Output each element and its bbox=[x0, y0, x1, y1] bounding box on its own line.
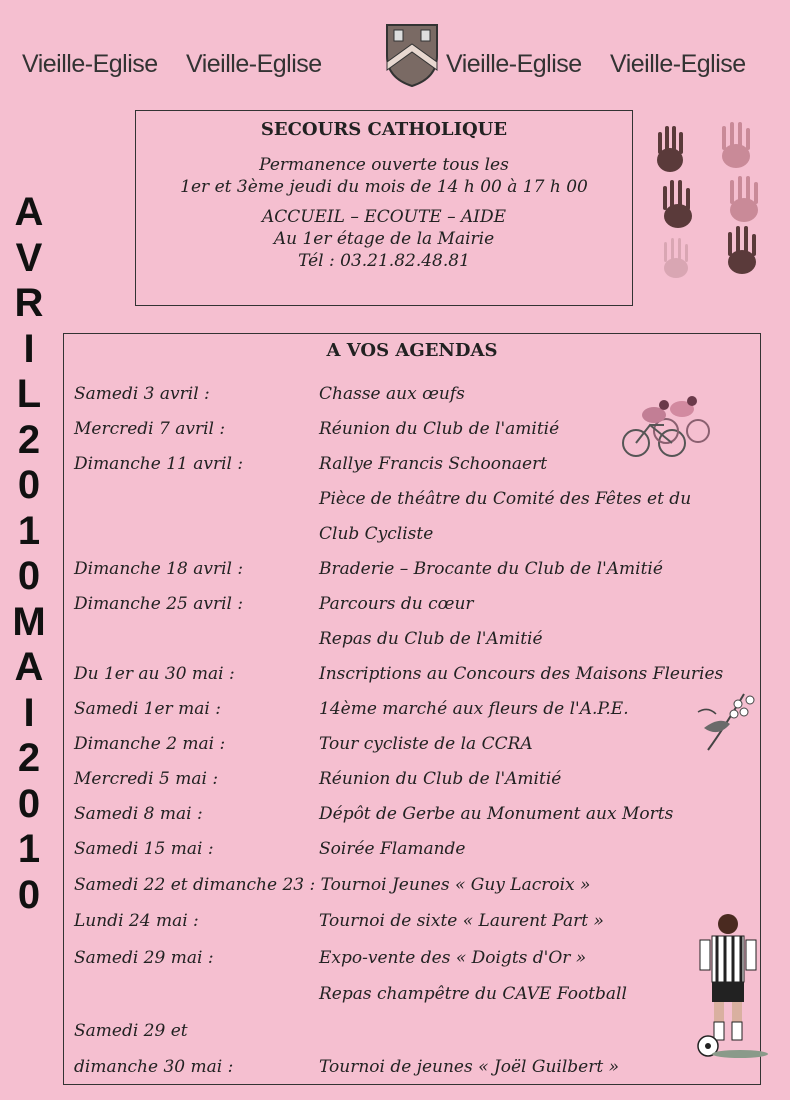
agenda-event: Club Cycliste bbox=[319, 524, 434, 544]
agenda-event: Dépôt de Gerbe au Monument aux Morts bbox=[319, 804, 674, 824]
agenda-event: Pièce de théâtre du Comité des Fêtes et du bbox=[319, 489, 692, 509]
agenda-event: 14ème marché aux fleurs de l'A.P.E. bbox=[319, 699, 629, 719]
agenda-event: Repas champêtre du CAVE Football bbox=[319, 984, 627, 1004]
secours-catholique-box bbox=[135, 110, 633, 306]
vertical-letter: 1 bbox=[17, 827, 41, 871]
agenda-event: Inscriptions au Concours des Maisons Fleuries bbox=[319, 664, 724, 684]
agenda-date: Mercredi 7 avril : bbox=[74, 419, 226, 439]
vertical-letter: I bbox=[23, 326, 35, 371]
secours-line: Tél : 03.21.82.48.81 bbox=[298, 251, 470, 271]
agenda-event: Expo-vente des « Doigts d'Or » bbox=[319, 948, 587, 968]
football-player-icon bbox=[680, 910, 776, 1060]
town-crest-icon bbox=[384, 22, 440, 88]
agenda-date: Dimanche 11 avril : bbox=[74, 454, 244, 474]
agenda-date: Samedi 8 mai : bbox=[74, 804, 203, 824]
cyclists-icon bbox=[620, 395, 710, 463]
secours-line: Au 1er étage de la Mairie bbox=[273, 229, 495, 249]
vertical-letter: 0 bbox=[17, 554, 41, 598]
vertical-letter: M bbox=[12, 599, 46, 644]
agenda-date: Dimanche 25 avril : bbox=[74, 594, 244, 614]
agenda-date: Samedi 22 et dimanche 23 : Tournoi Jeunes « Guy Lacroix » bbox=[74, 875, 591, 895]
vertical-letter: A bbox=[14, 190, 44, 234]
header-town-name: Vieille-Eglise bbox=[610, 50, 746, 78]
vertical-letter: 0 bbox=[17, 463, 41, 507]
agenda-date: Mercredi 5 mai : bbox=[74, 769, 219, 789]
header-town-name: Vieille-Eglise bbox=[186, 50, 322, 78]
agenda-date: Samedi 29 mai : bbox=[74, 948, 214, 968]
secours-line: 1er et 3ème jeudi du mois de 14 h 00 à 17 h 00 bbox=[180, 177, 588, 197]
vertical-letter: A bbox=[14, 645, 44, 689]
vertical-letter: 0 bbox=[17, 781, 41, 826]
agenda-title: A VOS AGENDAS bbox=[326, 340, 498, 361]
agenda-event: Braderie – Brocante du Club de l'Amitié bbox=[319, 559, 663, 579]
agenda-date: Dimanche 18 avril : bbox=[74, 559, 244, 579]
lily-of-the-valley-icon bbox=[694, 688, 758, 754]
secours-title: SECOURS CATHOLIQUE bbox=[260, 119, 508, 140]
vertical-date-title bbox=[6, 190, 52, 918]
agenda-date: Dimanche 2 mai : bbox=[74, 734, 226, 754]
secours-line: Permanence ouverte tous les bbox=[259, 155, 509, 175]
vertical-letter: 0 bbox=[17, 872, 41, 917]
header-town-name: Vieille-Eglise bbox=[22, 50, 158, 78]
agenda-date: dimanche 30 mai : bbox=[74, 1057, 234, 1077]
agenda-event: Tour cycliste de la CCRA bbox=[319, 734, 533, 754]
agenda-date: Lundi 24 mai : bbox=[74, 911, 199, 931]
agenda-event: Soirée Flamande bbox=[319, 839, 466, 859]
vertical-letter: V bbox=[15, 235, 43, 280]
agenda-date: Samedi 3 avril : bbox=[74, 384, 210, 404]
agenda-date: Du 1er au 30 mai : bbox=[74, 664, 235, 684]
handprints-icon bbox=[648, 118, 772, 288]
agenda-event: Tournoi de sixte « Laurent Part » bbox=[319, 911, 604, 931]
secours-line: ACCUEIL – ECOUTE – AIDE bbox=[261, 207, 507, 227]
agenda-date: Samedi 15 mai : bbox=[74, 839, 214, 859]
agenda-event: Réunion du Club de l'amitié bbox=[319, 419, 560, 439]
header-town-name: Vieille-Eglise bbox=[446, 50, 582, 78]
vertical-letter: I bbox=[23, 690, 35, 735]
agenda-event: Réunion du Club de l'Amitié bbox=[319, 769, 562, 789]
agenda-date: Samedi 29 et bbox=[74, 1021, 188, 1041]
agenda-event: Chasse aux œufs bbox=[319, 384, 465, 404]
vertical-letter: 1 bbox=[17, 508, 41, 553]
vertical-letter: L bbox=[16, 372, 42, 416]
vertical-letter: 2 bbox=[17, 736, 41, 780]
agenda-event: Parcours du cœur bbox=[319, 594, 474, 614]
vertical-letter: 2 bbox=[17, 417, 41, 462]
agenda-date: Samedi 1er mai : bbox=[74, 699, 221, 719]
agenda-event: Tournoi de jeunes « Joël Guilbert » bbox=[319, 1057, 619, 1077]
agenda-event: Rallye Francis Schoonaert bbox=[319, 454, 548, 474]
vertical-letter: R bbox=[14, 281, 44, 325]
agenda-event: Repas du Club de l'Amitié bbox=[319, 629, 543, 649]
